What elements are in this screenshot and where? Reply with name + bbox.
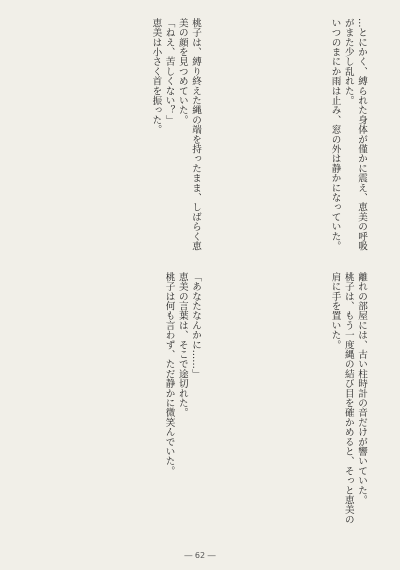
text-column-top-left: 桃子は、縛り終えた縄の端を持ったまま、しばらく恵美の顔を見つめていた。 「ねえ、苦しくない？」 恵美は小さく首を振った。 <box>150 18 201 251</box>
text-column-bottom-left: 「あなたなんかに……」 恵美の言葉は、そこで途切れた。 桃子は何も言わず、ただ静かに微笑んでいた。 <box>163 272 201 476</box>
page-number: ― 62 ― <box>184 551 216 560</box>
text-column-top-right: …とにかく、縛られた身体が僅かに震え、恵美の呼吸がまた少し乱れた。 いつのまにか雨は止み、窓の外は静かになっていた。 <box>329 18 367 251</box>
text-column-bottom-right: 離れの部屋には、古い柱時計の音だけが響いていた。 桃子は、もう一度縄の結び目を確かめると、そっと恵美の肩に手を置いた。 <box>329 272 367 525</box>
